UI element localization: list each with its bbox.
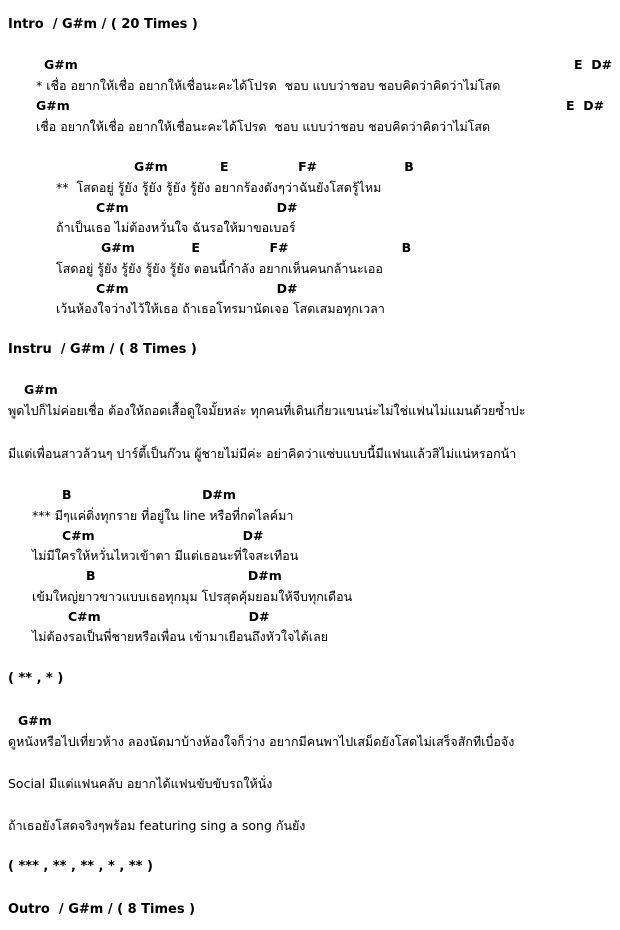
lyric-line: ** โสดอยู่ รู้ยัง รู้ยัง รู้ยัง รู้ยัง อยากร้องดังๆว่าฉันยังโสดรู้ไหม bbox=[56, 180, 382, 195]
lyric-line: มีแต่เพื่อนสาวล้วนๆ ปาร์ตี้เป็นก๊วน ผู้ชายไม่มีค่ะ อย่าคิดว่าแซ่บแบบนี้มีแฟนแล้วสิไม่แน่หรอกน้า bbox=[8, 446, 517, 461]
chord-line: C#m D# bbox=[96, 281, 298, 296]
repeat-marker: ( ** , * ) bbox=[8, 671, 64, 686]
chord-line: G#m bbox=[24, 382, 58, 397]
chord-line: B D#m bbox=[86, 568, 282, 583]
chord-line: G#m bbox=[18, 713, 52, 728]
lyric-line: พูดไปก็ไม่ค่อยเชื่อ ต้องให้ถอดเสื้อดูใจมั้ยหล่ะ ทุกคนที่เดินเกี่ยวแขนน่ะไม่ใช่แฟนไม่แมนด้วยซ้ำปะ bbox=[8, 403, 526, 418]
chord-line: E D# bbox=[574, 57, 613, 72]
lyric-line: ดูหนังหรือไปเที่ยวห้าง ลองนัดมาบ้างห้องใจก็ว่าง อยากมีคนพาไปเสม็ดยังโสดไม่เสร็จสักทีเบื่อจัง bbox=[8, 734, 515, 749]
outro-header: Outro / G#m / ( 8 Times ) bbox=[8, 902, 196, 917]
repeat-marker: ( *** , ** , ** , * , ** ) bbox=[8, 859, 153, 874]
lyric-line: Social มีแต่แฟนคลับ อยากได้แฟนขับขับรถให้นั่ง bbox=[8, 776, 273, 791]
chord-line: E D# bbox=[566, 98, 605, 113]
lyric-line: เชื่อ อยากให้เชื่อ อยากให้เชื่อนะคะได้โปรด ชอบ แบบว่าชอบ ชอบคิดว่าคิดว่าไม่โสด bbox=[36, 119, 491, 134]
chord-line: G#m bbox=[44, 57, 78, 72]
chord-line: G#m E F# B bbox=[101, 240, 412, 255]
chord-line: C#m D# bbox=[62, 528, 264, 543]
chord-line: G#m bbox=[36, 98, 70, 113]
lyric-line: เว้นห้องใจว่างไว้ให้เธอ ถ้าเธอโทรมานัดเจอ โสดเสมอทุกเวลา bbox=[56, 301, 385, 316]
lyric-line: ถ้าเธอยังโสดจริงๆพร้อม featuring sing a song กันยัง bbox=[8, 818, 306, 833]
instru-header: Instru / G#m / ( 8 Times ) bbox=[8, 342, 197, 357]
chord-line: G#m E F# B bbox=[134, 159, 414, 174]
chord-line: C#m D# bbox=[68, 609, 270, 624]
lyric-line: ไม่ต้องรอเป็นพี่ชายหรือเพื่อน เข้ามาเยือนถึงหัวใจได้เลย bbox=[32, 629, 329, 644]
intro-header: Intro / G#m / ( 20 Times ) bbox=[8, 17, 198, 32]
lyric-line: ถ้าเป็นเธอ ไม่ต้องหวั่นใจ ฉันรอให้มาขอเบอร์ bbox=[56, 220, 296, 235]
lyric-line: โสดอยู่ รู้ยัง รู้ยัง รู้ยัง รู้ยัง ตอนนี้กำลัง อยากเห็นคนกล้านะเออ bbox=[56, 261, 383, 276]
lyric-line: ไม่มีใครให้หวั่นไหวเข้าตา มีแต่เธอนะที่ใจสะเทือน bbox=[32, 548, 299, 563]
lyric-line: *** มีๆแค่ติ่งทุกราย ที่อยู่ใน line หรือที่กดไลค์มา bbox=[32, 508, 294, 523]
chord-line: C#m D# bbox=[96, 200, 298, 215]
chord-line: B D#m bbox=[62, 487, 236, 502]
lyric-line: เข้มใหญ่ยาวขาวแบบเธอทุกมุม โปรสุดคุ้มยอมให้จีบทุกเดือน bbox=[32, 589, 353, 604]
lyric-line: * เชื่อ อยากให้เชื่อ อยากให้เชื่อนะคะได้โปรด ชอบ แบบว่าชอบ ชอบคิดว่าคิดว่าไม่โสด bbox=[36, 78, 501, 93]
